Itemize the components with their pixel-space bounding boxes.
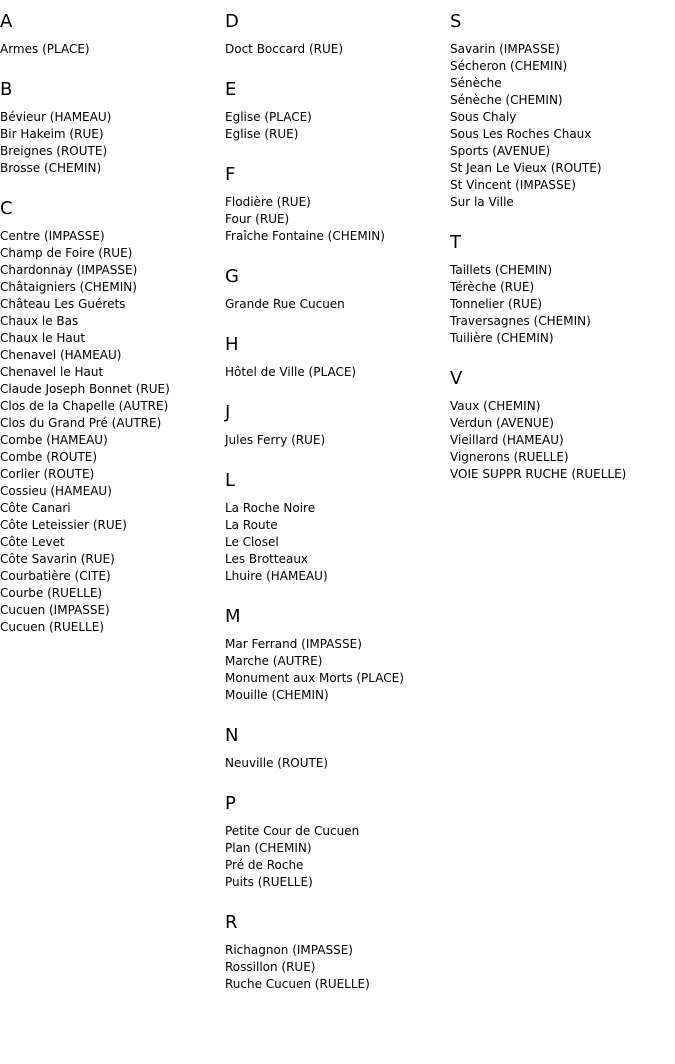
street-list-item: Bir Hakeim (RUE) (0, 127, 104, 141)
street-list-item: La Roche Noire (225, 501, 316, 515)
street-list (225, 364, 450, 381)
street-list-item: Tonnelier (RUE) (450, 297, 543, 311)
street-list-item: Centre (IMPASSE) (0, 229, 105, 243)
street-list-item: Combe (ROUTE) (0, 450, 98, 464)
letter-group (450, 10, 675, 211)
group-letter-heading: C (0, 198, 13, 219)
group-letter-heading: T (450, 232, 461, 253)
street-list-item: Chenavel le Haut (0, 365, 104, 379)
street-list-item: Petite Cour de Cucuen (225, 824, 360, 838)
street-list-item: Château Les Guérets (0, 297, 126, 311)
street-list-item: Courbatière (CITE) (0, 569, 111, 583)
street-list (225, 500, 450, 585)
street-list-item: Mar Ferrand (IMPASSE) (225, 637, 362, 651)
street-list-item: Combe (HAMEAU) (0, 433, 108, 447)
street-list-item: Richagnon (IMPASSE) (225, 943, 353, 957)
street-list-item: Courbe (RUELLE) (0, 586, 103, 600)
street-list-item: St Jean Le Vieux (ROUTE) (450, 161, 602, 175)
street-list-item: Mouille (CHEMIN) (225, 688, 329, 702)
letter-group (225, 78, 450, 143)
street-list-item: Eglise (PLACE) (225, 110, 312, 124)
street-list-item: Grande Rue Cucuen (225, 297, 345, 311)
group-letter-heading: D (225, 11, 239, 32)
letter-group (225, 792, 450, 891)
street-list (225, 432, 450, 449)
street-list-item: Clos du Grand Pré (AUTRE) (0, 416, 162, 430)
street-column (450, 0, 675, 503)
street-list-item: Vaux (CHEMIN) (450, 399, 541, 413)
street-list-item: Sécheron (CHEMIN) (450, 59, 568, 73)
street-list-item: Sous Les Roches Chaux (450, 127, 592, 141)
street-column (225, 0, 450, 1013)
letter-group (225, 265, 450, 313)
street-list-item: Cossieu (HAMEAU) (0, 484, 112, 498)
street-list (0, 228, 225, 636)
street-list-item: Chardonnay (IMPASSE) (0, 263, 138, 277)
group-letter-heading: L (225, 470, 236, 491)
street-list-item: Armes (PLACE) (0, 42, 90, 56)
street-list (0, 41, 225, 58)
street-list-item: Plan (CHEMIN) (225, 841, 312, 855)
street-list-item: Taillets (CHEMIN) (450, 263, 553, 277)
group-letter-heading: B (0, 79, 13, 100)
letter-group (450, 231, 675, 347)
group-letter-heading: P (225, 793, 236, 814)
street-list (225, 942, 450, 993)
group-letter-heading: H (225, 334, 239, 355)
street-list-item: Chaux le Bas (0, 314, 79, 328)
street-list-item: Brosse (CHEMIN) (0, 161, 102, 175)
street-list-item: Cucuen (IMPASSE) (0, 603, 110, 617)
street-list (225, 194, 450, 245)
group-letter-heading: N (225, 725, 239, 746)
group-letter-heading: F (225, 164, 236, 185)
street-list-item: Flodière (RUE) (225, 195, 311, 209)
street-list (450, 262, 675, 347)
street-list-item: Châtaigniers (CHEMIN) (0, 280, 137, 294)
street-list-item: Côte Savarin (RUE) (0, 552, 115, 566)
group-letter-heading: A (0, 11, 13, 32)
group-letter-heading: J (225, 402, 231, 423)
street-list-item: Jules Ferry (RUE) (225, 433, 326, 447)
group-letter-heading: E (225, 79, 237, 100)
street-list (225, 41, 450, 58)
street-list-item: Rossillon (RUE) (225, 960, 316, 974)
group-letter-heading: G (225, 266, 239, 287)
street-list-item: Savarin (IMPASSE) (450, 42, 560, 56)
street-list-item: Chenavel (HAMEAU) (0, 348, 122, 362)
street-list-item: Chaux le Haut (0, 331, 86, 345)
street-list-item: VOIE SUPPR RUCHE (RUELLE) (450, 467, 627, 481)
street-list-item: Les Brotteaux (225, 552, 309, 566)
street-list-item: Térèche (RUE) (450, 280, 535, 294)
street-list-item: Sénèche (CHEMIN) (450, 93, 563, 107)
street-list (225, 296, 450, 313)
street-list-item: Sur la Ville (450, 195, 514, 209)
street-list-item: Neuville (ROUTE) (225, 756, 329, 770)
street-list (225, 755, 450, 772)
group-letter-heading: V (450, 368, 463, 389)
street-list-item: Tuilière (CHEMIN) (450, 331, 554, 345)
letter-group (225, 605, 450, 704)
street-list-item: Doct Boccard (RUE) (225, 42, 344, 56)
letter-group (0, 78, 225, 177)
street-list-item: Côte Canari (0, 501, 71, 515)
street-list-item: Breignes (ROUTE) (0, 144, 108, 158)
street-list-item: Fraîche Fontaine (CHEMIN) (225, 229, 385, 243)
street-list-item: Le Closel (225, 535, 279, 549)
street-list-item: St Vincent (IMPASSE) (450, 178, 576, 192)
street-list-item: Eglise (RUE) (225, 127, 299, 141)
letter-group (225, 724, 450, 772)
letter-group (225, 163, 450, 245)
street-column (0, 0, 225, 656)
street-list (225, 636, 450, 704)
letter-group (225, 469, 450, 585)
street-list-item: Sports (AVENUE) (450, 144, 551, 158)
street-list-item: Clos de la Chapelle (AUTRE) (0, 399, 169, 413)
street-list-item: Vignerons (RUELLE) (450, 450, 569, 464)
group-letter-heading: S (450, 11, 462, 32)
street-list-item: Four (RUE) (225, 212, 290, 226)
letter-group (225, 333, 450, 381)
street-list-item: Traversagnes (CHEMIN) (450, 314, 591, 328)
street-list-item: Monument aux Morts (PLACE) (225, 671, 404, 685)
letter-group (0, 197, 225, 636)
street-list-item: Hôtel de Ville (PLACE) (225, 365, 357, 379)
street-list-item: Ruche Cucuen (RUELLE) (225, 977, 370, 991)
street-list-item: Sénèche (450, 76, 502, 90)
street-list-item: Côte Levet (0, 535, 65, 549)
street-list-item: Bévieur (HAMEAU) (0, 110, 112, 124)
street-list (450, 41, 675, 211)
group-letter-heading: R (225, 912, 238, 933)
street-list-item: Claude Joseph Bonnet (RUE) (0, 382, 170, 396)
letter-group (450, 367, 675, 483)
street-list-item: Sous Chaly (450, 110, 517, 124)
letter-group (225, 10, 450, 58)
letter-group (225, 401, 450, 449)
street-list (225, 109, 450, 143)
group-letter-heading: M (225, 606, 241, 627)
street-list (0, 109, 225, 177)
street-list-item: Lhuire (HAMEAU) (225, 569, 328, 583)
street-list-item: Côte Leteissier (RUE) (0, 518, 127, 532)
street-list-item: Marche (AUTRE) (225, 654, 323, 668)
street-list-item: Vieillard (HAMEAU) (450, 433, 564, 447)
street-list (450, 398, 675, 483)
street-list-item: Cucuen (RUELLE) (0, 620, 105, 634)
street-list-item: Puits (RUELLE) (225, 875, 313, 889)
street-list-item: La Route (225, 518, 278, 532)
street-list-item: Corlier (ROUTE) (0, 467, 95, 481)
street-list-item: Pré de Roche (225, 858, 304, 872)
street-list (225, 823, 450, 891)
street-list-item: Verdun (AVENUE) (450, 416, 554, 430)
letter-group (0, 10, 225, 58)
street-list-item: Champ de Foire (RUE) (0, 246, 133, 260)
letter-group (225, 911, 450, 993)
